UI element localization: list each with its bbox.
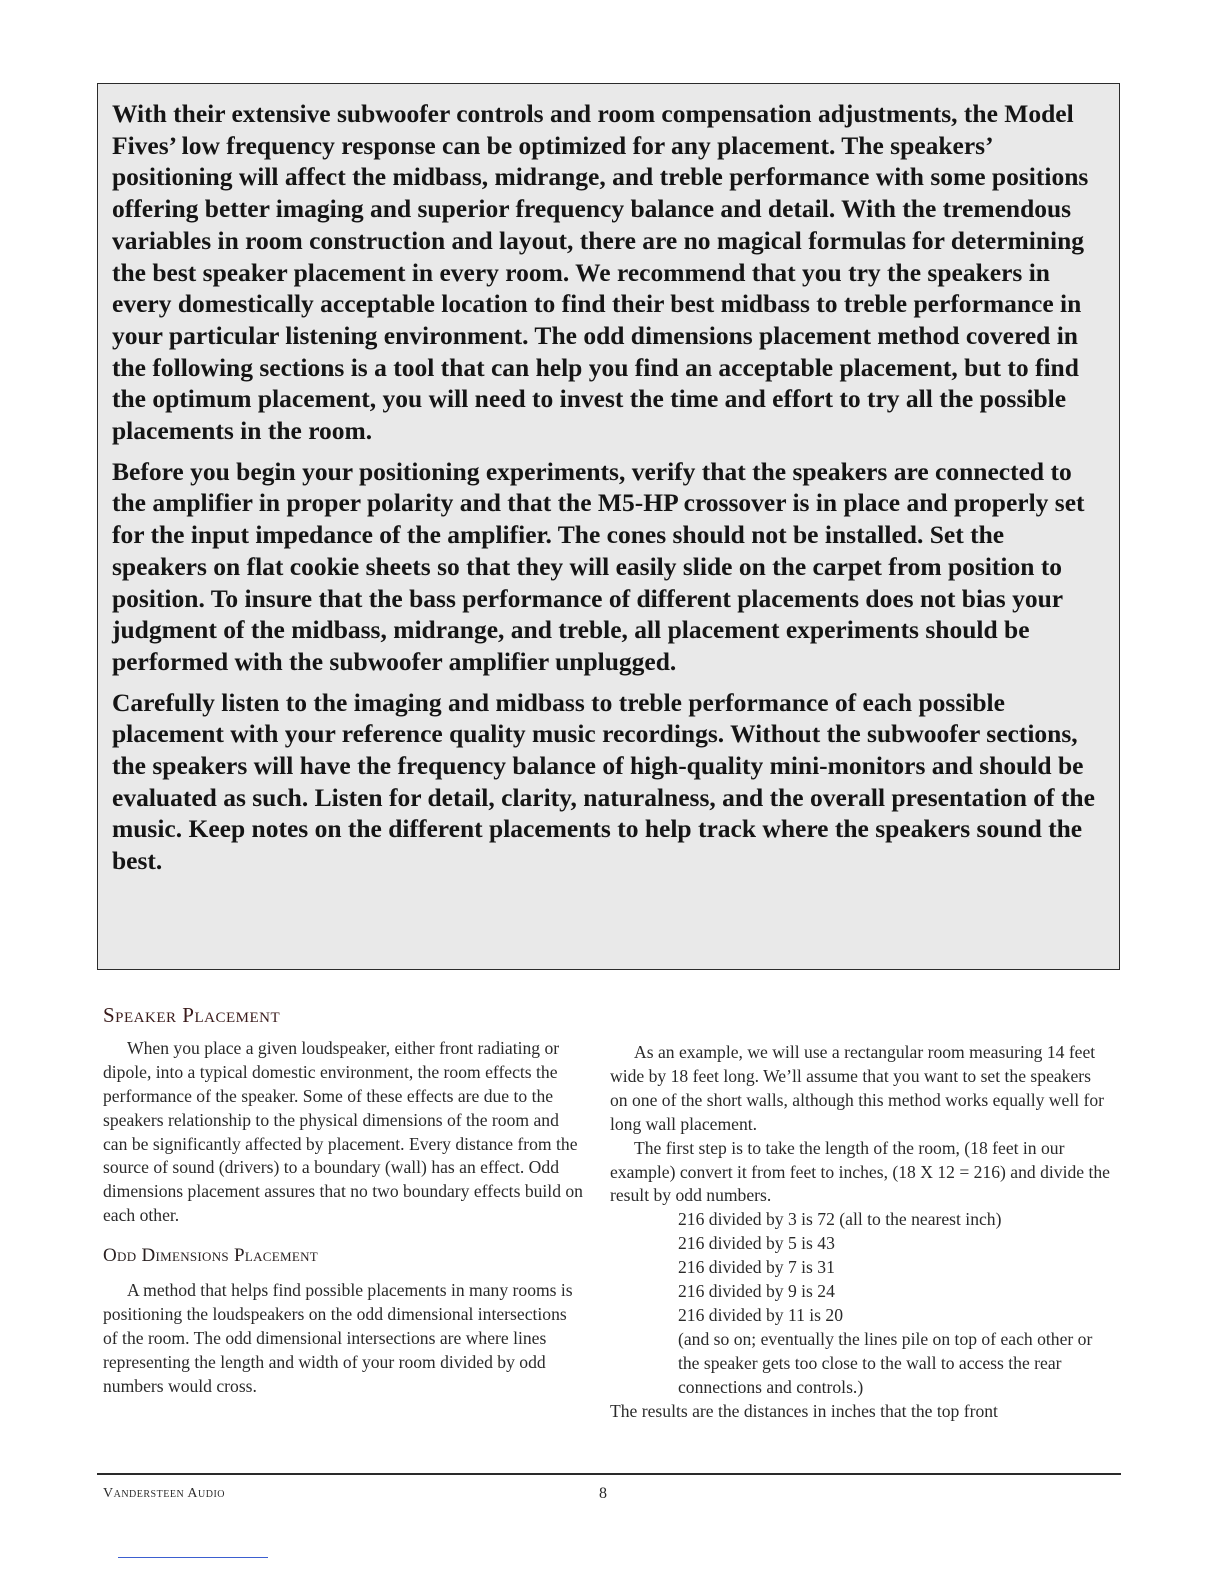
calculation-line: 216 divided by 7 is 31 (678, 1257, 835, 1278)
callout-box (97, 83, 1120, 970)
calculation-list (610, 1208, 1110, 1328)
calculation-line: 216 divided by 3 is 72 (all to the nearest inch) (678, 1209, 1002, 1230)
page-number: 8 (599, 1485, 607, 1502)
section-heading-speaker-placement: Speaker Placement (103, 1003, 281, 1027)
first-step-paragraph: The first step is to take the length of the room, (18 feet in our example) convert it from feet to inches, (18 X 12 = 216) and divide the result by odd numbers. (610, 1137, 1110, 1206)
section-heading-odd-dimensions: Odd Dimensions Placement (103, 1245, 319, 1267)
method-paragraph: A method that helps find possible placements in many rooms is positioning the loudspeakers on the odd dimensional intersections of the room. The odd dimensional intersections are where lines representing the length and width of your room divided by odd numbers would cross. (103, 1280, 573, 1396)
intro-paragraph: When you place a given loudspeaker, either front radiating or dipole, into a typical domestic environment, the room effects the performance of the speaker. Some of these effects are due to the speakers relationship to the physical dimensions of the room and can be significantly affected by placement. Every distance from the source of sound (drivers) to a boundary (wall) has an effect. Odd dimensions placement assures that no two boundary effects build on each other. (103, 1037, 583, 1226)
footer-brand: Vandersteen Audio (103, 1486, 225, 1501)
footer-rule (97, 1473, 1121, 1475)
link-underline (118, 1557, 268, 1558)
calculation-note: (and so on; eventually the lines pile on top of each other or the speaker gets too close to the wall to access the rear connections and controls.) (678, 1328, 1093, 1397)
results-paragraph: The results are the distances in inches that the top front (610, 1400, 998, 1421)
example-paragraph: As an example, we will use a rectangular room measuring 14 feet wide by 18 feet long. We’ll assume that you want to set the speakers on one of the short walls, although this method works equally well for long wall placement. (610, 1042, 1105, 1134)
left-column (103, 1004, 583, 1399)
right-column (610, 1041, 1110, 1424)
callout-paragraph: Carefully listen to the imaging and midbass to treble performance of each possible placement with your reference quality music recordings. Without the subwoofer sections, the speakers will have the frequency balance of high-quality mini-monitors and should be evaluated as such. Listen for detail, clarity, naturalness, and the overall presentation of the music. Keep notes on the different placements to help track where the speakers sound the best. (112, 687, 1095, 876)
calculation-line: 216 divided by 9 is 24 (678, 1281, 835, 1302)
calculation-line: 216 divided by 11 is 20 (678, 1304, 844, 1325)
calculation-line: 216 divided by 5 is 43 (678, 1233, 835, 1254)
callout-paragraph: With their extensive subwoofer controls and room compensation adjustments, the Model Fives’ low frequency response can be optimized for any placement. The speakers’ positioning will affect the midbass, midrange, and treble performance with some positions offering better imaging and superior frequency balance and detail. With the tremendous variables in room construction and layout, there are no magical formulas for determining the best speaker placement in every room. We recommend that you try the speakers in every domestically acceptable location to find their best midbass to treble performance in your particular listening environment. The odd dimensions placement method covered in the following sections is a tool that can help you find an acceptable placement, but to find the optimum placement, you will need to invest the time and effort to try all the possible placements in the room. (112, 99, 1089, 446)
callout-paragraph: Before you begin your positioning experiments, verify that the speakers are connected to the amplifier in proper polarity and that the M5-HP crossover is in place and properly set for the input impedance of the amplifier. The cones should not be installed. Set the speakers on flat cookie sheets so that they will easily slide on the carpet from position to position. To insure that the bass performance of different placements does not bias your judgment of the midbass, midrange, and treble, all placement experiments should be performed with the subwoofer amplifier unplugged. (112, 456, 1085, 676)
